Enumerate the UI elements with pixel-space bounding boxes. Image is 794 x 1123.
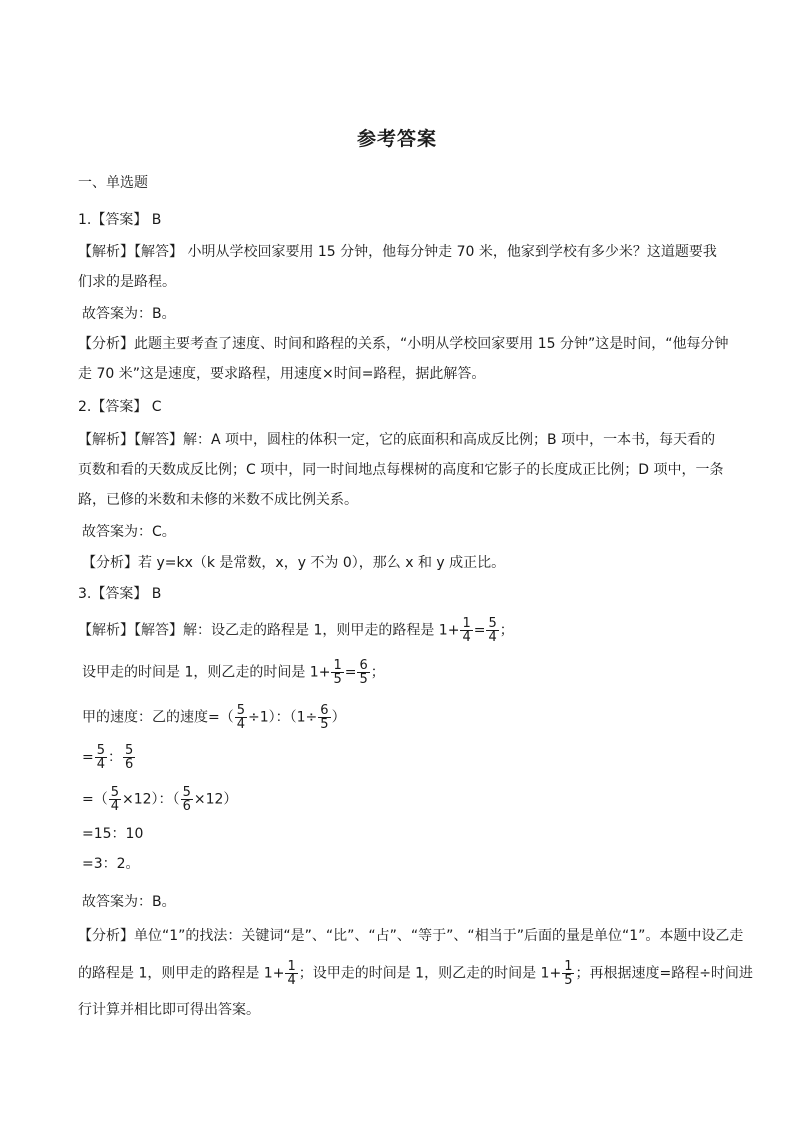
fraction [181,786,193,813]
numerator: 5 [488,616,497,631]
q3-final-answer: 故答案为：B。 [82,894,176,910]
q3-step-1-text: 【解析】【解答】解：设乙走的路程是 1，则甲走的路程是 1+ [78,622,460,639]
punctuation: ； [370,664,385,681]
expression-text: ÷1）：（1÷ [248,709,318,726]
q3-step-1 [78,617,514,644]
numerator: 5 [182,785,191,800]
expression-text: ×12） [193,791,238,808]
q3-step-3-text: 甲的速度：乙的速度=（ [82,709,234,726]
q1-analysis-line-1: 【解析】【解答】 小明从学校回家要用 15 分钟，他每分钟走 70 米，他家到学校有多少米？这道题要我 [78,244,717,260]
numerator: 1 [564,959,573,974]
q2-final-answer: 故答案为：C。 [82,524,176,540]
q3-note-line-2 [78,960,753,987]
fraction [109,786,121,813]
fraction [123,744,135,771]
q2-note: 【分析】若 y=kx（k 是常数，x，y 不为 0），那么 x 和 y 成正比。 [82,555,506,571]
q3-step-5 [82,786,237,813]
denominator: 4 [488,630,497,645]
section-heading: 一、单选题 [78,175,148,191]
q1-final-answer: 故答案为：B。 [82,306,176,322]
denominator: 5 [359,672,368,687]
q1-analysis-line-2: 们求的是路程。 [78,274,176,290]
fraction [235,704,247,731]
fraction [318,704,330,731]
q1-note-line-2: 走 70 米”这是速度，要求路程，用速度×时间=路程，据此解答。 [78,366,486,382]
denominator: 6 [182,799,191,814]
note-text: ；再根据速度=路程÷时间进 [575,965,753,982]
numerator: 6 [359,658,368,673]
fraction [357,659,369,686]
numerator: 1 [333,658,342,673]
denominator: 6 [125,757,134,772]
q3-step-7: =3：2。 [82,856,140,872]
expression-text: ） [331,709,346,726]
q3-step-3 [82,704,346,731]
q3-step-6: =15：10 [82,826,144,842]
q3-note-line-3: 行计算并相比即可得出答案。 [78,1002,260,1018]
numerator: 6 [320,703,329,718]
equals-sign: = [82,749,94,766]
q3-step-2 [82,659,385,686]
expression-text: =（ [82,791,108,808]
fraction [285,960,297,987]
q3-note-line-1: 【分析】单位“1”的找法：关键词“是”、“比”、“占”、“等于”、“相当于”后面的量是单位“1”。本题中设乙走 [78,928,744,944]
denominator: 4 [96,757,106,772]
denominator: 4 [462,630,471,645]
denominator: 5 [333,672,342,687]
denominator: 4 [236,717,246,732]
q1-answer-header: 1.【答案】 B [78,212,162,228]
denominator: 4 [110,799,120,814]
numerator: 5 [110,785,120,800]
q2-analysis-line-2: 页数和看的天数成反比例；C 项中，同一时间地点每棵树的高度和它影子的长度成正比例；D 项中，一条 [78,462,724,478]
q2-analysis-line-1: 【解析】【解答】解：A 项中，圆柱的体积一定，它的底面积和高成反比例；B 项中，一本书，每天看的 [78,432,716,448]
q1-note-line-1: 【分析】此题主要考查了速度、时间和路程的关系，“小明从学校回家要用 15 分钟”这是时间，“他每分钟 [78,336,729,352]
fraction [95,744,107,771]
equals-sign: = [344,664,357,681]
expression-text: ×12）：（ [122,791,180,808]
note-text: 的路程是 1，则甲走的路程是 1+ [78,965,285,982]
numerator: 1 [287,959,296,974]
note-text: ；设甲走的时间是 1，则乙走的时间是 1+ [298,965,562,982]
numerator: 5 [96,743,106,758]
numerator: 5 [125,743,134,758]
ratio-sign: ： [108,749,123,766]
q3-step-4 [82,744,136,771]
fraction [486,617,498,644]
page-title: 参考答案 [356,128,437,150]
denominator: 5 [564,973,573,988]
q3-step-2-text: 设甲走的时间是 1，则乙走的时间是 1+ [82,664,331,681]
denominator: 5 [320,717,329,732]
denominator: 4 [287,973,296,988]
q2-answer-header: 2.【答案】 C [78,399,162,415]
q2-analysis-line-3: 路，已修的米数和未修的米数不成比例关系。 [78,492,358,508]
punctuation: ； [499,622,514,639]
q3-answer-header: 3.【答案】 B [78,586,162,602]
numerator: 1 [462,616,471,631]
fraction [562,960,574,987]
fraction [460,617,472,644]
numerator: 5 [236,703,246,718]
fraction [331,659,343,686]
equals-sign: = [473,622,486,639]
